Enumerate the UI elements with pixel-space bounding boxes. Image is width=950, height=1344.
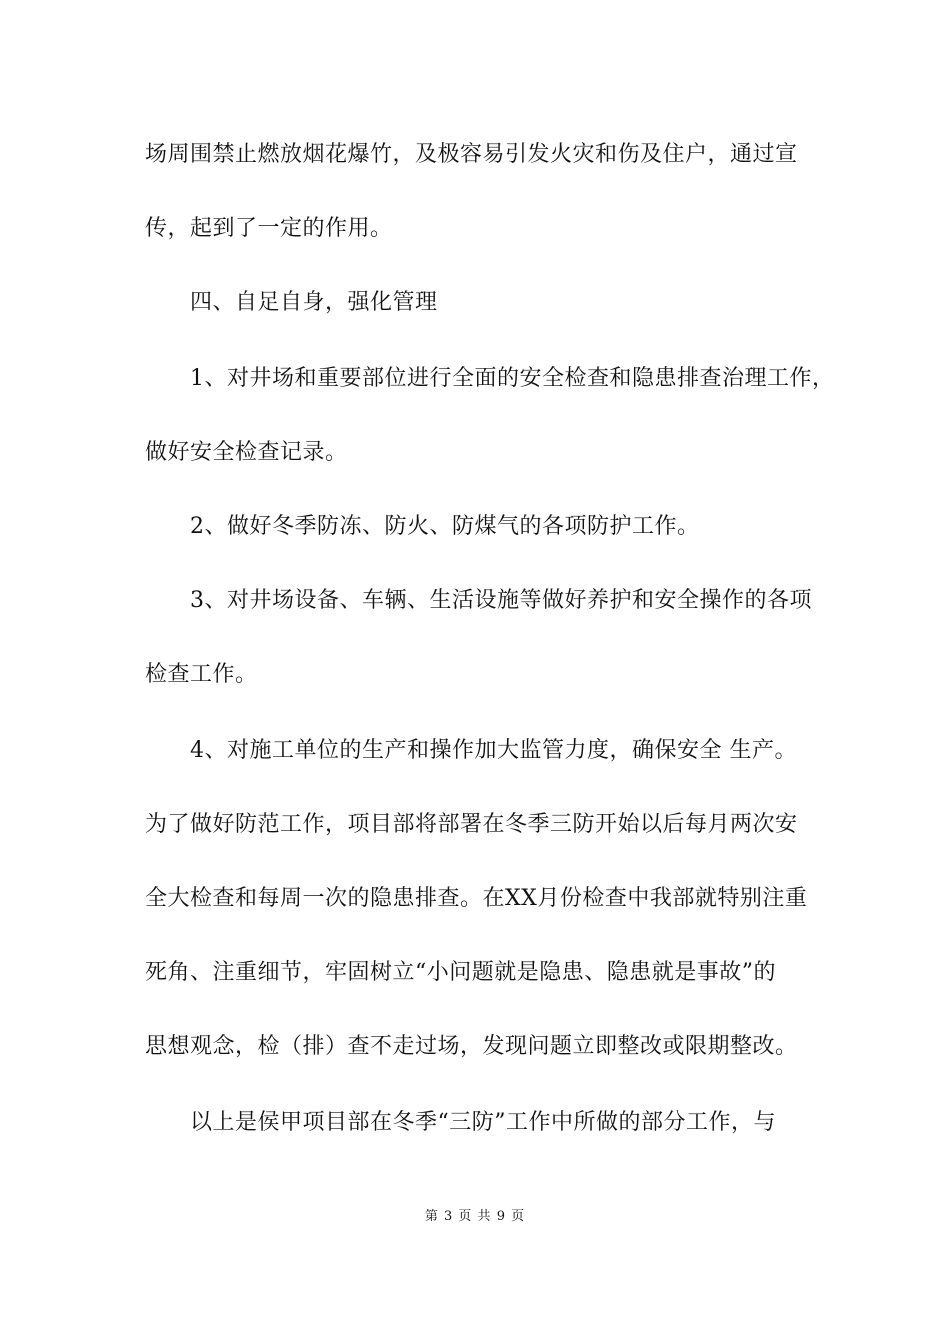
text-line: 以上是侯甲项目部在冬季“三防”工作中所做的部分工作，与 [190,1110,776,1135]
text-line: 场周围禁止燃放烟花爆竹，及极容易引发火灾和伤及住户，通过宣 [145,142,798,167]
section-heading: 四、自足自身，强化管理 [190,290,438,315]
text-line: 全大检查和每周一次的隐患排查。在XX月份检查中我部就特别注重 [145,886,808,911]
text-line: 检查工作。 [145,662,258,687]
text-line: 做好安全检查记录。 [145,440,348,465]
page-number-footer: 第 3 页 共 9 页 [424,1209,526,1224]
text-line: 传，起到了一定的作用。 [145,216,393,241]
text-line: 4、对施工单位的生产和操作加大监管力度，确保安全 生产。 [190,738,797,763]
text-line: 3、对井场设备、车辆、生活设施等做好养护和安全操作的各项 [190,588,812,613]
text-line: 为了做好防范工作，项目部将部署在冬季三防开始以后每月两次安 [145,812,798,837]
text-line: 思想观念，检（排）查不走过场，发现问题立即整改或限期整改。 [145,1034,798,1059]
text-line: 2、做好冬季防冻、防火、防煤气的各项防护工作。 [190,514,700,539]
text-line: 1、对井场和重要部位进行全面的安全检查和隐患排查治理工作， [190,366,835,391]
text-line: 死角、注重细节，牢固树立“小问题就是隐患、隐患就是事故”的 [145,960,776,985]
